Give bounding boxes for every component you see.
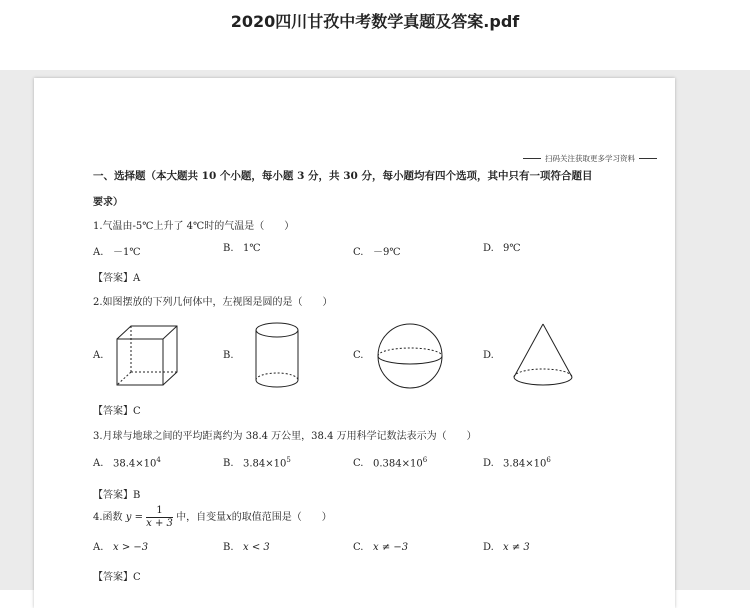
header-dash-right (639, 158, 657, 159)
document-title: 2020四川甘孜中考数学真题及答案.pdf (230, 12, 520, 31)
q3-option-d: D. $3.84\times 10^6$ (483, 456, 551, 470)
q4-option-d: D. x ≠ 3 (483, 542, 530, 553)
question-2-stem: 2.如图摆放的下列几何体中，左视图是圆的是（ ） (93, 297, 333, 308)
cylinder-figure (252, 321, 302, 391)
q3-option-b: B. $3.84\times 10^5$ (223, 456, 291, 470)
q4-option-b: B. x < 3 (223, 542, 270, 553)
sphere-figure (376, 322, 444, 390)
header-note (523, 153, 657, 164)
q1-option-d: D. 9℃ (483, 243, 521, 254)
q1-option-c: C. －9℃ (353, 247, 401, 258)
q2-option-c: C. (353, 350, 364, 361)
q3-option-a: A. $38.4\times 10^4$ (93, 456, 161, 470)
question-1-stem: 1.气温由-5℃上升了 4℃时的气温是（ ） (93, 221, 295, 232)
q4-option-c: C. x ≠ −3 (353, 542, 409, 553)
q1-answer: 【答案】A (93, 273, 141, 284)
q2-answer: 【答案】C (93, 406, 141, 417)
pdf-page (34, 78, 675, 608)
question-3-stem: 3.月球与地球之间的平均距离约为 38.4 万公里，38.4 万用科学记数法表示为（ ） (93, 431, 477, 442)
header-dash-left (523, 158, 541, 159)
viewer-titlebar (0, 0, 750, 70)
document-viewer[interactable] (0, 70, 750, 590)
section-title-cont: 要求） (93, 197, 123, 208)
question-4-stem: 4.函数 y = $\frac{1}{x + 3}$ 中，自变量x的取值范围是（ ） (93, 505, 332, 529)
section-title: 一、选择题（本大题共 10 个小题，每小题 3 分，共 30 分，每小题均有四个选项，其中只有一项符合题目 (93, 170, 593, 182)
q3-answer: 【答案】B (93, 490, 141, 501)
cone-figure (510, 321, 576, 391)
q1-option-a: A. －1℃ (93, 247, 141, 258)
q2-option-d: D. (483, 350, 494, 361)
header-note-text: 扫码关注获取更多学习资料 (545, 154, 635, 163)
q2-option-a: A. (93, 350, 104, 361)
cube-figure (114, 323, 180, 391)
q4-answer: 【答案】C (93, 572, 141, 583)
q2-option-b: B. (223, 350, 234, 361)
q4-option-a: A. x > −3 (93, 542, 149, 553)
q1-option-b: B. 1℃ (223, 243, 261, 254)
fraction: $\frac{1}{x + 3}$ (146, 505, 173, 529)
q3-option-c: C. $0.384\times 10^6$ (353, 456, 428, 470)
